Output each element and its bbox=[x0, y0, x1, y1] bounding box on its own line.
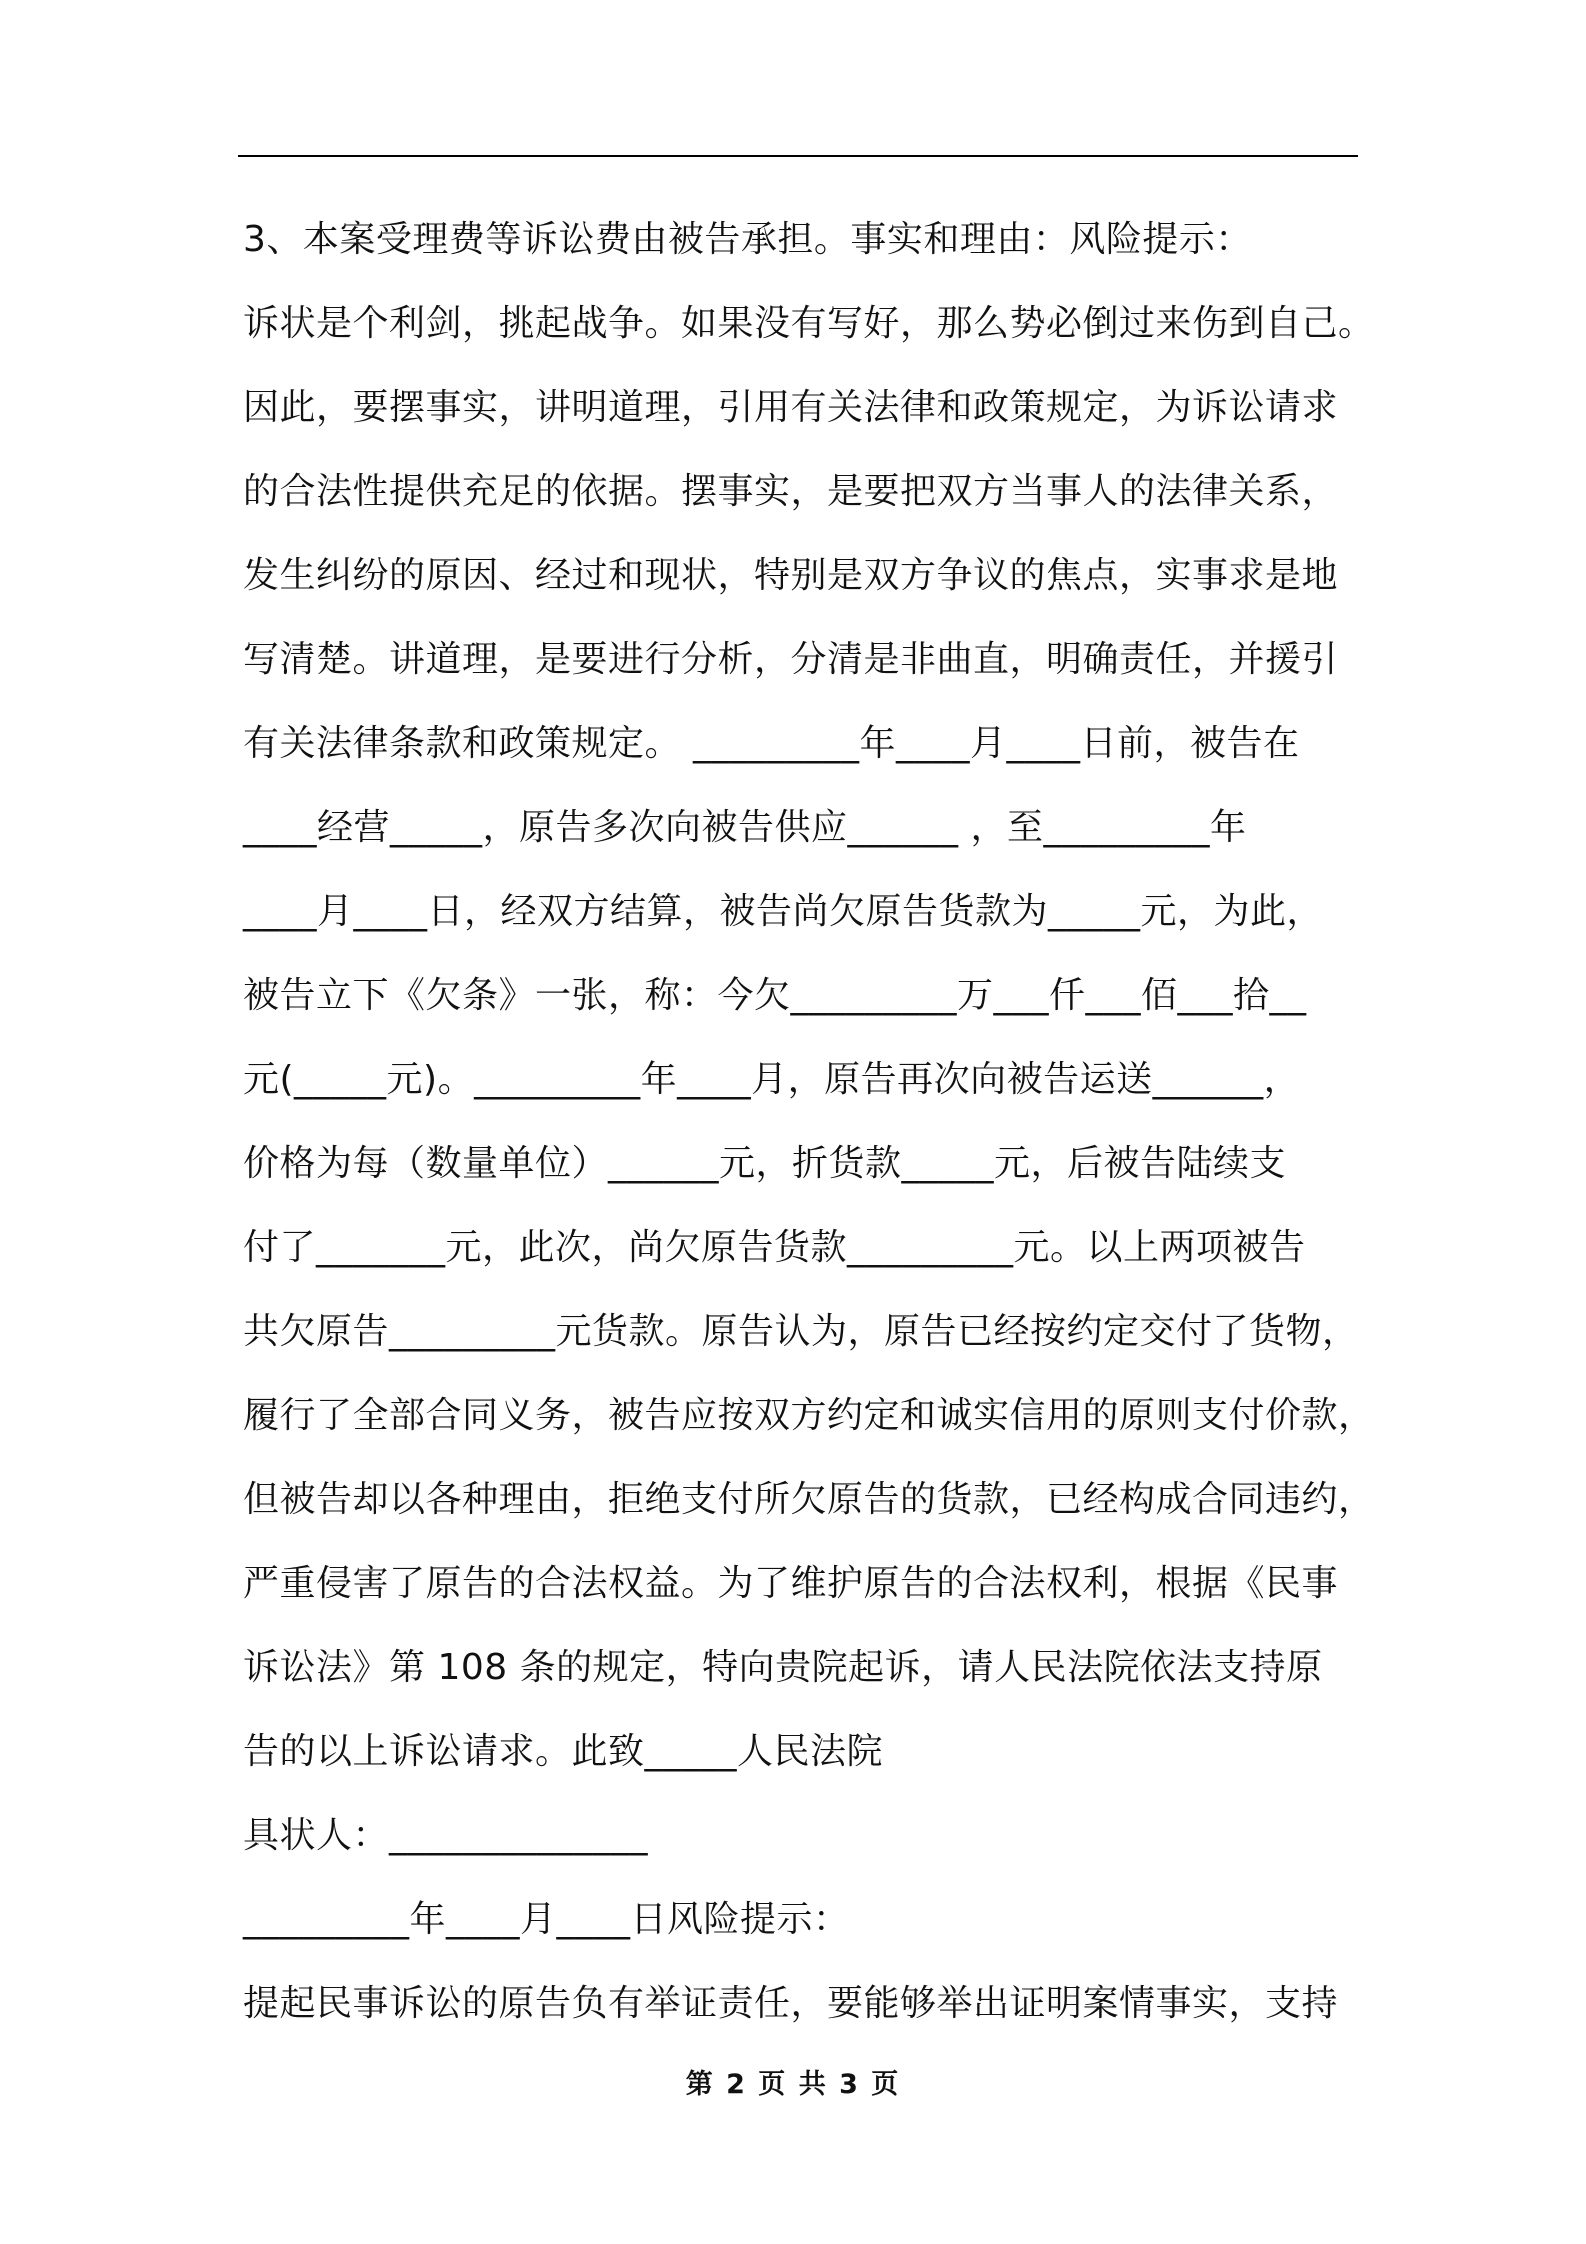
signature-line: 具状人：______________ bbox=[243, 1815, 649, 1856]
paragraph-line: ____经营_____，原告多次向被告供应______ ，至_________年 bbox=[243, 807, 1247, 848]
paragraph-line: ____月____日，经双方结算，被告尚欠原告货款为_____元，为此， bbox=[243, 891, 1324, 932]
paragraph-line: 的合法性提供充足的依据。摆事实，是要把双方当事人的法律关系， bbox=[243, 471, 1339, 512]
paragraph-line: 元(_____元)。_________年____月，原告再次向被告运送______， bbox=[243, 1059, 1301, 1100]
paragraph-line: 价格为每（数量单位）______元，折货款_____元，后被告陆续支 bbox=[243, 1143, 1287, 1184]
paragraph-line: 写清楚。讲道理，是要进行分析，分清是非曲直，明确责任，并援引 bbox=[243, 639, 1339, 680]
paragraph-line: 严重侵害了原告的合法权益。为了维护原告的合法权利，根据《民事 bbox=[243, 1563, 1339, 1604]
paragraph-line: 3、本案受理费等诉讼费由被告承担。事实和理由：风险提示： bbox=[243, 219, 1252, 260]
paragraph-line: 但被告却以各种理由，拒绝支付所欠原告的货款，已经构成合同违约， bbox=[243, 1479, 1375, 1520]
paragraph-line: 诉讼法》第 108 条的规定，特向贵院起诉，请人民法院依法支持原 bbox=[243, 1647, 1323, 1688]
header-rule bbox=[238, 155, 1358, 157]
paragraph-line: 发生纠纷的原因、经过和现状，特别是双方争议的焦点，实事求是地 bbox=[243, 555, 1339, 596]
document-body bbox=[243, 198, 1383, 2046]
paragraph-line: 有关法律条款和政策规定。 _________年____月____日前，被告在 bbox=[243, 723, 1300, 764]
page-number: 第 2 页 共 3 页 bbox=[685, 2069, 901, 2100]
paragraph-line: 提起民事诉讼的原告负有举证责任，要能够举出证明案情事实，支持 bbox=[243, 1983, 1339, 2024]
paragraph-line: 告的以上诉讼请求。此致_____人民法院 bbox=[243, 1731, 884, 1772]
paragraph-line: 诉状是个利剑，挑起战争。如果没有写好，那么势必倒过来伤到自己。 bbox=[243, 303, 1375, 344]
date-line: _________年____月____日风险提示： bbox=[243, 1899, 850, 1940]
paragraph-line: 共欠原告_________元货款。原告认为，原告已经按约定交付了货物， bbox=[243, 1311, 1359, 1352]
paragraph-line: 被告立下《欠条》一张，称：今欠_________万___仟___佰___拾__ bbox=[243, 975, 1307, 1016]
paragraph-line: 付了_______元，此次，尚欠原告货款_________元。以上两项被告 bbox=[243, 1227, 1306, 1268]
paragraph-line: 因此，要摆事实，讲明道理，引用有关法律和政策规定，为诉讼请求 bbox=[243, 387, 1339, 428]
paragraph-line: 履行了全部合同义务，被告应按双方约定和诚实信用的原则支付价款， bbox=[243, 1395, 1375, 1436]
